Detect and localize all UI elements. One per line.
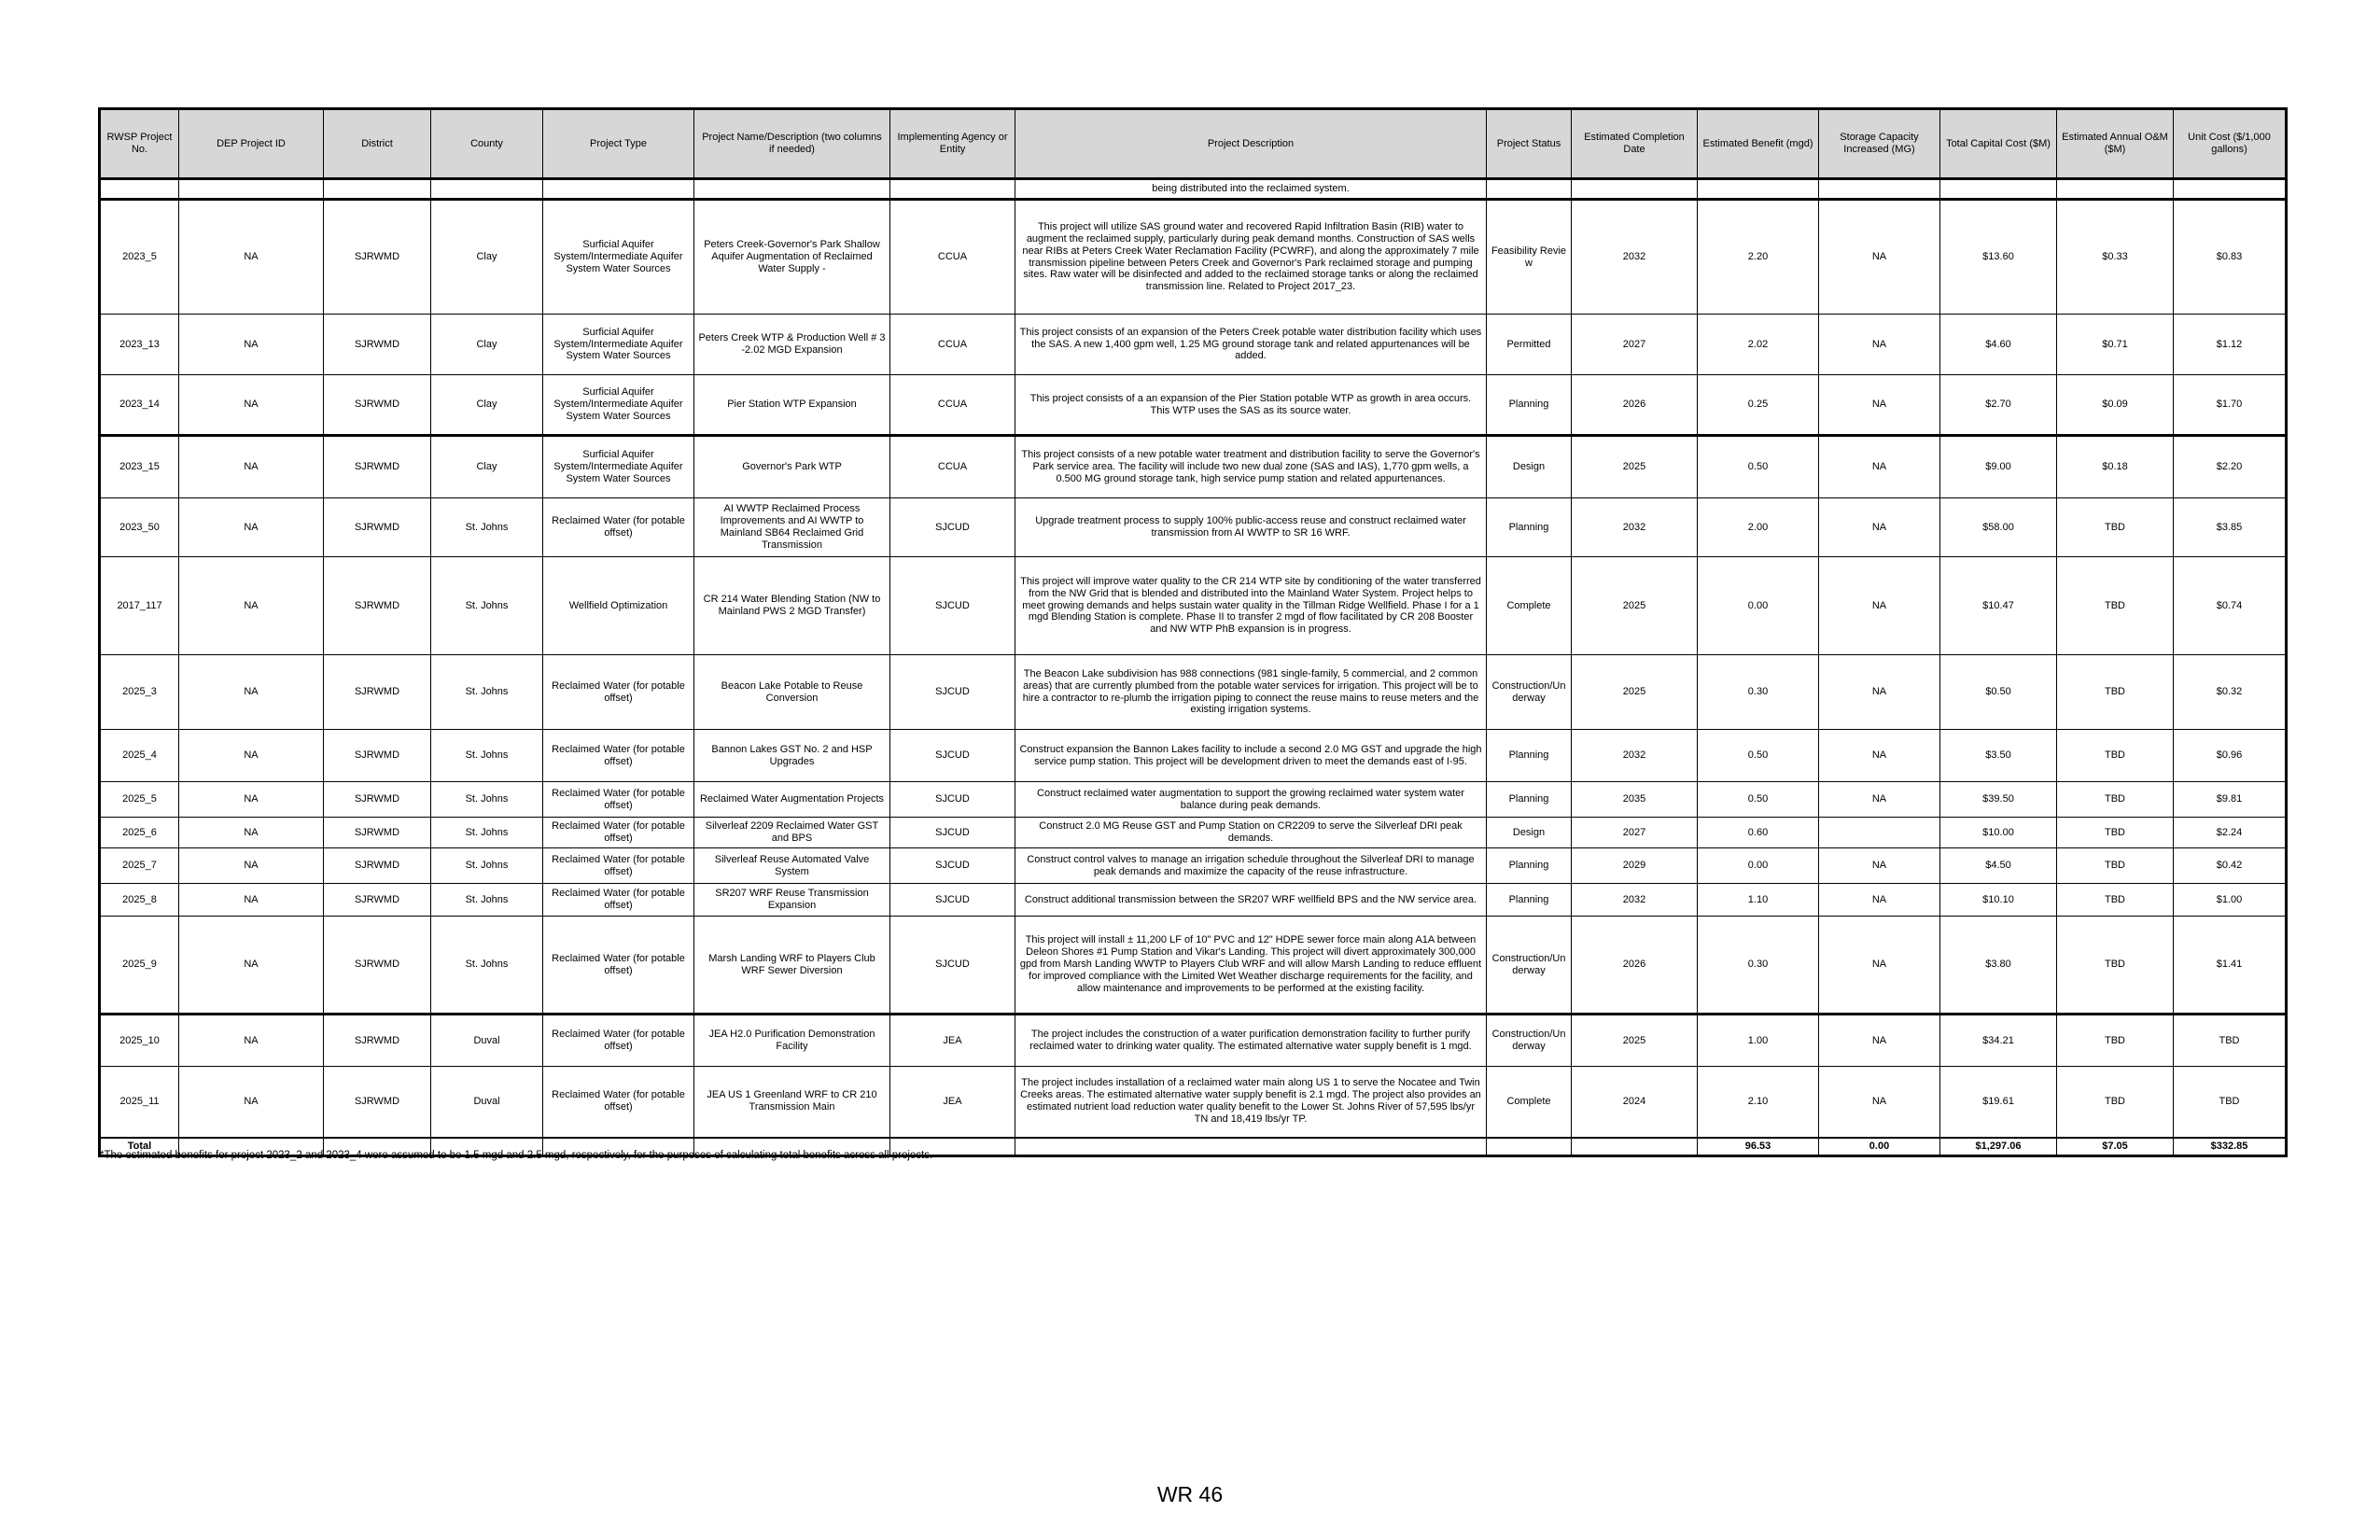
footnote: *The estimated benefits for project 2023_2 and 2023_4 were assumed to be 1.5 mgd and 2.5 mgd, respectively, for the purposes of calculating total benefits across all projects. xyxy=(100,1150,933,1161)
table-row xyxy=(100,375,2287,436)
continuation-row-cell xyxy=(1819,179,1940,200)
table-row-cell: JEA US 1 Greenland WRF to CR 210 Transmission Main xyxy=(694,1067,890,1138)
table-row-cell: $0.18 xyxy=(2057,436,2174,498)
table-row-cell: NA xyxy=(1819,655,1940,730)
table-row-cell: SJCUD xyxy=(890,917,1015,1015)
table-row-cell: 2025 xyxy=(1572,1015,1698,1067)
table-row xyxy=(100,557,2287,655)
table-row-cell: Reclaimed Water Augmentation Projects xyxy=(694,782,890,818)
table-row-cell: NA xyxy=(1819,884,1940,917)
table-row-cell: SJCUD xyxy=(890,782,1015,818)
table-row-cell: Reclaimed Water (for potable offset) xyxy=(543,884,694,917)
table-row-cell: Construct reclaimed water augmentation to support the growing reclaimed water system water balance during peak demands. xyxy=(1015,782,1487,818)
table-row-cell xyxy=(1819,818,1940,848)
table-row-cell: Reclaimed Water (for potable offset) xyxy=(543,848,694,884)
table-row-cell: Bannon Lakes GST No. 2 and HSP Upgrades xyxy=(694,730,890,782)
table-row-cell: 2027 xyxy=(1572,315,1698,375)
table-row-cell: 0.00 xyxy=(1698,848,1819,884)
table-row-cell: $0.33 xyxy=(2057,200,2174,315)
total-row-cell: 0.00 xyxy=(1819,1138,1940,1156)
table-row-cell: NA xyxy=(1819,498,1940,557)
table-row-cell: SJRWMD xyxy=(324,315,431,375)
table-row-cell: 2029 xyxy=(1572,848,1698,884)
table-row-cell: AI WWTP Reclaimed Process Improvements and AI WWTP to Mainland SB64 Reclaimed Grid Transmission xyxy=(694,498,890,557)
table-row-cell: Silverleaf Reuse Automated Valve System xyxy=(694,848,890,884)
table-row-cell: 2025 xyxy=(1572,655,1698,730)
continuation-row-cell xyxy=(694,179,890,200)
table-row xyxy=(100,655,2287,730)
column-header: Project Status xyxy=(1487,109,1572,179)
table-row-cell: St. Johns xyxy=(431,655,543,730)
table-row-cell: The Beacon Lake subdivision has 988 connections (981 single-family, 5 commercial, and 2 common areas) that are currently plumbed from the potable water services for irrigation. This project will be to hire a contractor to re-plumb the irrigation piping to connect the reuse mains to reuse meters and the existing irrigation systems. xyxy=(1015,655,1487,730)
table-row-cell: SJRWMD xyxy=(324,1067,431,1138)
table-row-cell: NA xyxy=(1819,436,1940,498)
table-row-cell: St. Johns xyxy=(431,848,543,884)
table-row-cell: $2.24 xyxy=(2174,818,2287,848)
table-row-cell: TBD xyxy=(2057,818,2174,848)
table-row-cell: NA xyxy=(179,315,324,375)
table-row-cell: NA xyxy=(1819,1067,1940,1138)
table-row-cell: 2025_3 xyxy=(100,655,179,730)
table-row-cell: St. Johns xyxy=(431,730,543,782)
table-row-cell: Complete xyxy=(1487,1067,1572,1138)
header-row xyxy=(100,109,2287,179)
table-row-cell: 0.50 xyxy=(1698,782,1819,818)
column-header: County xyxy=(431,109,543,179)
table-row-cell: Planning xyxy=(1487,848,1572,884)
table-row-cell: Clay xyxy=(431,200,543,315)
table-row-cell: NA xyxy=(179,557,324,655)
table-row-cell: 0.30 xyxy=(1698,917,1819,1015)
table-row-cell: 2035 xyxy=(1572,782,1698,818)
table-row-cell: CCUA xyxy=(890,436,1015,498)
continuation-row-cell xyxy=(2057,179,2174,200)
column-header: Estimated Benefit (mgd) xyxy=(1698,109,1819,179)
table-row-cell: TBD xyxy=(2057,498,2174,557)
table-row-cell: Planning xyxy=(1487,884,1572,917)
continuation-row-cell xyxy=(1940,179,2057,200)
table-row-cell: $0.50 xyxy=(1940,655,2057,730)
table-row-cell: CCUA xyxy=(890,200,1015,315)
table-row-cell: Reclaimed Water (for potable offset) xyxy=(543,655,694,730)
table-row-cell: Planning xyxy=(1487,498,1572,557)
table-row-cell: Upgrade treatment process to supply 100% public-access reuse and construct reclaimed water transmission from AI WWTP to SR 16 WRF. xyxy=(1015,498,1487,557)
table-row-cell: 2032 xyxy=(1572,884,1698,917)
table-row-cell: 2025_10 xyxy=(100,1015,179,1067)
table-row-cell: Duval xyxy=(431,1067,543,1138)
total-row-cell: $1,297.06 xyxy=(1940,1138,2057,1156)
continuation-row-cell xyxy=(890,179,1015,200)
table-row-cell: 0.25 xyxy=(1698,375,1819,436)
table-row xyxy=(100,782,2287,818)
table-row-cell: $1.41 xyxy=(2174,917,2287,1015)
continuation-row-cell xyxy=(179,179,324,200)
table-row xyxy=(100,315,2287,375)
table-row-cell: Reclaimed Water (for potable offset) xyxy=(543,917,694,1015)
table-row-cell: Construct control valves to manage an irrigation schedule throughout the Silverleaf DRI to manage peak demands and maximize the capacity of the reuse infrastructure. xyxy=(1015,848,1487,884)
table-row-cell: St. Johns xyxy=(431,557,543,655)
table-row-cell: SJRWMD xyxy=(324,436,431,498)
table-row xyxy=(100,884,2287,917)
table-row-cell: $0.83 xyxy=(2174,200,2287,315)
total-row-cell xyxy=(1572,1138,1698,1156)
column-header: DEP Project ID xyxy=(179,109,324,179)
table-row-cell: Construction/Underway xyxy=(1487,655,1572,730)
table-row-cell: Reclaimed Water (for potable offset) xyxy=(543,730,694,782)
table-row-cell: 2025_9 xyxy=(100,917,179,1015)
table-row-cell: SJCUD xyxy=(890,498,1015,557)
table-row-cell: CR 214 Water Blending Station (NW to Mainland PWS 2 MGD Transfer) xyxy=(694,557,890,655)
table-row-cell: CCUA xyxy=(890,315,1015,375)
table-row-cell: $9.81 xyxy=(2174,782,2287,818)
table-row-cell: 0.00 xyxy=(1698,557,1819,655)
table-row-cell: NA xyxy=(179,782,324,818)
table-row-cell: $58.00 xyxy=(1940,498,2057,557)
table-row-cell: TBD xyxy=(2057,1015,2174,1067)
table-row xyxy=(100,848,2287,884)
table-row-cell: $0.96 xyxy=(2174,730,2287,782)
table-row xyxy=(100,1015,2287,1067)
table-row xyxy=(100,1067,2287,1138)
table-row-cell: Wellfield Optimization xyxy=(543,557,694,655)
table-row-cell: SJCUD xyxy=(890,818,1015,848)
table-row-cell: Reclaimed Water (for potable offset) xyxy=(543,498,694,557)
table-row-cell: TBD xyxy=(2057,848,2174,884)
table-row-cell: Complete xyxy=(1487,557,1572,655)
table-row-cell: NA xyxy=(1819,730,1940,782)
table-row-cell: Design xyxy=(1487,818,1572,848)
table-row-cell: NA xyxy=(179,884,324,917)
table-row-cell: SJRWMD xyxy=(324,884,431,917)
column-header: Storage Capacity Increased (MG) xyxy=(1819,109,1940,179)
table-row-cell: SJRWMD xyxy=(324,818,431,848)
table-row-cell: Pier Station WTP Expansion xyxy=(694,375,890,436)
table-row-cell: TBD xyxy=(2057,917,2174,1015)
table-row-cell: $0.71 xyxy=(2057,315,2174,375)
table-row-cell: 2032 xyxy=(1572,200,1698,315)
table-row-cell: 2025_11 xyxy=(100,1067,179,1138)
table-row-cell: SJCUD xyxy=(890,730,1015,782)
table-row-cell: 2026 xyxy=(1572,375,1698,436)
table-row-cell: Reclaimed Water (for potable offset) xyxy=(543,818,694,848)
table-row-cell: NA xyxy=(1819,200,1940,315)
table-row-cell: SR207 WRF Reuse Transmission Expansion xyxy=(694,884,890,917)
table-row-cell: SJRWMD xyxy=(324,557,431,655)
continuation-row-cell xyxy=(543,179,694,200)
table-row-cell: Peters Creek-Governor's Park Shallow Aquifer Augmentation of Reclaimed Water Supply - xyxy=(694,200,890,315)
table-row-cell: NA xyxy=(179,375,324,436)
table-row-cell: The project includes installation of a reclaimed water main along US 1 to serve the Nocatee and Twin Creeks areas. The estimated alternative water supply benefit is 2.1 mgd. The project also provides an estimated nutrient load reduction water quality benefit to the Lower St. Johns River of 57,595 lbs/yr TN and 18,419 lbs/yr TP. xyxy=(1015,1067,1487,1138)
table-row-cell: 2025 xyxy=(1572,557,1698,655)
table-row-cell: 2025_5 xyxy=(100,782,179,818)
table-row-cell: 1.10 xyxy=(1698,884,1819,917)
column-header: Project Type xyxy=(543,109,694,179)
table-row-cell: NA xyxy=(1819,315,1940,375)
table-row-cell: SJRWMD xyxy=(324,200,431,315)
table-row-cell: 2023_13 xyxy=(100,315,179,375)
table-row-cell: This project consists of a an expansion of the Pier Station potable WTP as growth in area occurs. This WTP uses the SAS as its source water. xyxy=(1015,375,1487,436)
table-row-cell: This project will improve water quality to the CR 214 WTP site by conditioning of the water transferred from the NW Grid that is blended and distributed into the Mainland Water System. Project helps to meet growing demands and helps sustain water quality in the Tillman Ridge Wellfield. Phase I for a 1 mgd Blending Station is complete. Phase II to transfer 2 mgd of flow facilitated by CR 208 Booster and NW WTP PhB expansion is in progress. xyxy=(1015,557,1487,655)
table-row-cell: SJRWMD xyxy=(324,1015,431,1067)
table-row-cell: Planning xyxy=(1487,375,1572,436)
table-row-cell: Surficial Aquifer System/Intermediate Aquifer System Water Sources xyxy=(543,436,694,498)
table-row-cell: Reclaimed Water (for potable offset) xyxy=(543,1015,694,1067)
table-row-cell: 1.00 xyxy=(1698,1015,1819,1067)
table-row-cell: Surficial Aquifer System/Intermediate Aquifer System Water Sources xyxy=(543,375,694,436)
total-row-cell xyxy=(1487,1138,1572,1156)
table-row-cell: NA xyxy=(1819,848,1940,884)
table-row-cell: TBD xyxy=(2057,884,2174,917)
table-row xyxy=(100,917,2287,1015)
table-row-cell: $9.00 xyxy=(1940,436,2057,498)
total-row-cell: $7.05 xyxy=(2057,1138,2174,1156)
continuation-row-cell xyxy=(1698,179,1819,200)
table-row-cell: This project will install ± 11,200 LF of 10" PVC and 12" HDPE sewer force main along A1A between Deleon Shores #1 Pump Station and Vikar's Landing. This project will divert approximately 300,000 gpd from Marsh Landing WWTP to Players Club WRF and will allow Marsh Landing to reduce effluent for improved compliance with the Limited Wet Weather discharge requirements for the facility, and allow maintenance and improvements to be performed at the existing facility. xyxy=(1015,917,1487,1015)
table-row-cell: 2023_14 xyxy=(100,375,179,436)
table-row-cell: Construct additional transmission between the SR207 WRF wellfield BPS and the NW service area. xyxy=(1015,884,1487,917)
table-row-cell: $0.09 xyxy=(2057,375,2174,436)
continuation-row-cell xyxy=(2174,179,2287,200)
table-row-cell: $4.60 xyxy=(1940,315,2057,375)
table-row-cell: St. Johns xyxy=(431,782,543,818)
table-row-cell: TBD xyxy=(2174,1015,2287,1067)
table-row-cell: TBD xyxy=(2057,1067,2174,1138)
table-row-cell: SJCUD xyxy=(890,557,1015,655)
table-row-cell: Planning xyxy=(1487,730,1572,782)
table-row-cell: $1.70 xyxy=(2174,375,2287,436)
table-row-cell: NA xyxy=(1819,557,1940,655)
table-row-cell: 2023_50 xyxy=(100,498,179,557)
table-row-cell: $2.20 xyxy=(2174,436,2287,498)
table-row-cell: NA xyxy=(1819,375,1940,436)
table-row-cell: 2023_15 xyxy=(100,436,179,498)
continuation-row-cell xyxy=(324,179,431,200)
table-row-cell: Construction/Underway xyxy=(1487,917,1572,1015)
table-row-cell: Construction/Underway xyxy=(1487,1015,1572,1067)
continuation-row-cell: being distributed into the reclaimed system. xyxy=(1015,179,1487,200)
table-row-cell: NA xyxy=(179,730,324,782)
table-row xyxy=(100,730,2287,782)
table-row-cell: $13.60 xyxy=(1940,200,2057,315)
table-row-cell: St. Johns xyxy=(431,917,543,1015)
table-row xyxy=(100,498,2287,557)
table-row-cell: 2025_4 xyxy=(100,730,179,782)
table-row-cell: 2025_6 xyxy=(100,818,179,848)
table-row-cell: JEA H2.0 Purification Demonstration Facility xyxy=(694,1015,890,1067)
table-row-cell: SJRWMD xyxy=(324,498,431,557)
table-row-cell: This project consists of an expansion of the Peters Creek potable water distribution facility which uses the SAS. A new 1,400 gpm well, 1.25 MG ground storage tank and related appurtenances will be added. xyxy=(1015,315,1487,375)
table-row-cell: Reclaimed Water (for potable offset) xyxy=(543,1067,694,1138)
table-row-cell: NA xyxy=(179,655,324,730)
table-row xyxy=(100,436,2287,498)
table-row-cell: Clay xyxy=(431,315,543,375)
table-row-cell: Marsh Landing WRF to Players Club WRF Sewer Diversion xyxy=(694,917,890,1015)
table-row-cell: 2026 xyxy=(1572,917,1698,1015)
continuation-row xyxy=(100,179,2287,200)
table-row-cell: St. Johns xyxy=(431,818,543,848)
table-row-cell: 2024 xyxy=(1572,1067,1698,1138)
page-number: WR 46 xyxy=(1156,1482,1224,1506)
table-row-cell: $4.50 xyxy=(1940,848,2057,884)
column-header: Estimated Annual O&M ($M) xyxy=(2057,109,2174,179)
continuation-row-cell xyxy=(1572,179,1698,200)
table-body xyxy=(100,179,2287,1156)
table-row-cell: $3.80 xyxy=(1940,917,2057,1015)
table-row-cell: 2025_8 xyxy=(100,884,179,917)
table-row-cell: $10.47 xyxy=(1940,557,2057,655)
table-row-cell: Beacon Lake Potable to Reuse Conversion xyxy=(694,655,890,730)
column-header: Implementing Agency or Entity xyxy=(890,109,1015,179)
table-row-cell: SJCUD xyxy=(890,884,1015,917)
table-row-cell: SJCUD xyxy=(890,848,1015,884)
table-row-cell: $0.42 xyxy=(2174,848,2287,884)
table-row-cell: SJCUD xyxy=(890,655,1015,730)
table-row-cell: This project consists of a new potable water treatment and distribution facility to serve the Governor's Park service area. The facility will include two new dual zone (SAS and IAS), 1,770 gpm wells, a 0.500 MG ground storage tank, high service pump station and related appurtenances. xyxy=(1015,436,1487,498)
table-row-cell: 2032 xyxy=(1572,498,1698,557)
table-row-cell: NA xyxy=(179,498,324,557)
table-row-cell: Surficial Aquifer System/Intermediate Aquifer System Water Sources xyxy=(543,200,694,315)
table-row-cell: The project includes the construction of a water purification demonstration facility to further purify reclaimed water to drinking water quality. The estimated alternative water supply benefit is 1 mgd. xyxy=(1015,1015,1487,1067)
table-row-cell: $3.85 xyxy=(2174,498,2287,557)
table-row-cell: CCUA xyxy=(890,375,1015,436)
table-row-cell: 2032 xyxy=(1572,730,1698,782)
table-row-cell: Surficial Aquifer System/Intermediate Aquifer System Water Sources xyxy=(543,315,694,375)
table-row-cell: Clay xyxy=(431,375,543,436)
table-row-cell: Design xyxy=(1487,436,1572,498)
table-row-cell: NA xyxy=(179,818,324,848)
table-row-cell: 2.00 xyxy=(1698,498,1819,557)
table-row-cell: St. Johns xyxy=(431,498,543,557)
table-row-cell: $10.10 xyxy=(1940,884,2057,917)
table-row-cell: 2.10 xyxy=(1698,1067,1819,1138)
table-row-cell: NA xyxy=(179,200,324,315)
table-row-cell: 2017_117 xyxy=(100,557,179,655)
column-header: Estimated Completion Date xyxy=(1572,109,1698,179)
table-row-cell: Construct 2.0 MG Reuse GST and Pump Station on CR2209 to serve the Silverleaf DRI peak demands. xyxy=(1015,818,1487,848)
table-row-cell: SJRWMD xyxy=(324,782,431,818)
column-header: Total Capital Cost ($M) xyxy=(1940,109,2057,179)
total-row-cell: Total xyxy=(100,1138,179,1156)
table-row-cell: 0.50 xyxy=(1698,436,1819,498)
table-row-cell: Reclaimed Water (for potable offset) xyxy=(543,782,694,818)
table-row-cell: $34.21 xyxy=(1940,1015,2057,1067)
table-row-cell: Governor's Park WTP xyxy=(694,436,890,498)
table-row-cell: NA xyxy=(1819,1015,1940,1067)
table-row-cell: $1.12 xyxy=(2174,315,2287,375)
table-row-cell: TBD xyxy=(2057,782,2174,818)
table-row-cell: NA xyxy=(1819,782,1940,818)
column-header: Project Name/Description (two columns if needed) xyxy=(694,109,890,179)
table-row-cell: SJRWMD xyxy=(324,375,431,436)
table-row-cell: Clay xyxy=(431,436,543,498)
total-row-cell: 96.53 xyxy=(1698,1138,1819,1156)
table-row-cell: SJRWMD xyxy=(324,848,431,884)
continuation-row-cell xyxy=(100,179,179,200)
continuation-row-cell xyxy=(1487,179,1572,200)
table-row-cell: $10.00 xyxy=(1940,818,2057,848)
table-row-cell: $1.00 xyxy=(2174,884,2287,917)
column-header: Project Description xyxy=(1015,109,1487,179)
table-row-cell: TBD xyxy=(2174,1067,2287,1138)
table-row-cell: St. Johns xyxy=(431,884,543,917)
table-row-cell: 0.30 xyxy=(1698,655,1819,730)
table-row-cell: NA xyxy=(179,1015,324,1067)
table-row-cell: 2025 xyxy=(1572,436,1698,498)
table-row xyxy=(100,200,2287,315)
table-row-cell: SJRWMD xyxy=(324,917,431,1015)
table-row-cell: NA xyxy=(1819,917,1940,1015)
table-row-cell: $2.70 xyxy=(1940,375,2057,436)
table-row-cell: Peters Creek WTP & Production Well # 3 -2.02 MGD Expansion xyxy=(694,315,890,375)
table-row-cell: SJRWMD xyxy=(324,730,431,782)
table-row-cell: 0.50 xyxy=(1698,730,1819,782)
table-row-cell: NA xyxy=(179,1067,324,1138)
total-row-cell xyxy=(1015,1138,1487,1156)
projects-table xyxy=(98,107,2288,1157)
table-row-cell: Planning xyxy=(1487,782,1572,818)
table-row-cell: SJRWMD xyxy=(324,655,431,730)
table-row-cell: JEA xyxy=(890,1067,1015,1138)
column-header: District xyxy=(324,109,431,179)
table-row-cell: TBD xyxy=(2057,730,2174,782)
table-row-cell: 2.02 xyxy=(1698,315,1819,375)
continuation-row-cell xyxy=(431,179,543,200)
table-row-cell: Permitted xyxy=(1487,315,1572,375)
table-row-cell: $39.50 xyxy=(1940,782,2057,818)
table-row-cell: 2027 xyxy=(1572,818,1698,848)
table-row-cell: Silverleaf 2209 Reclaimed Water GST and BPS xyxy=(694,818,890,848)
table-row-cell: 2.20 xyxy=(1698,200,1819,315)
table-row-cell: TBD xyxy=(2057,655,2174,730)
table-row xyxy=(100,818,2287,848)
table-row-cell: Construct expansion the Bannon Lakes facility to include a second 2.0 MG GST and upgrade the high service pump station. This project will be development driven to meet the demands east of I-95. xyxy=(1015,730,1487,782)
column-header: RWSP Project No. xyxy=(100,109,179,179)
table-row-cell: $0.74 xyxy=(2174,557,2287,655)
table-row-cell: JEA xyxy=(890,1015,1015,1067)
table-row-cell: NA xyxy=(179,436,324,498)
total-row-cell: $332.85 xyxy=(2174,1138,2287,1156)
table-row-cell: 2023_5 xyxy=(100,200,179,315)
table-row-cell: 0.60 xyxy=(1698,818,1819,848)
table-row-cell: NA xyxy=(179,917,324,1015)
table-row-cell: Duval xyxy=(431,1015,543,1067)
table-row-cell: 2025_7 xyxy=(100,848,179,884)
column-header: Unit Cost ($/1,000 gallons) xyxy=(2174,109,2287,179)
table-row-cell: $0.32 xyxy=(2174,655,2287,730)
table-row-cell: $19.61 xyxy=(1940,1067,2057,1138)
table-row-cell: This project will utilize SAS ground water and recovered Rapid Infiltration Basin (RIB) water to augment the reclaimed supply, particularly during peak demand months. Construction of SAS wells near RIBs at Peters Creek Water Reclamation Facility (PCWRF), and along the approximately 7 mile transmission pipeline between Peters Creek and Governor's Park reclaimed storage and pumping sites. Raw water will be disinfected and added to the reclaimed storage tanks or along the reclaimed transmission line. Related to Project 2017_23. xyxy=(1015,200,1487,315)
table-row-cell: $3.50 xyxy=(1940,730,2057,782)
table-row-cell: NA xyxy=(179,848,324,884)
table-row-cell: TBD xyxy=(2057,557,2174,655)
table-row-cell: Feasibility Review xyxy=(1487,200,1572,315)
